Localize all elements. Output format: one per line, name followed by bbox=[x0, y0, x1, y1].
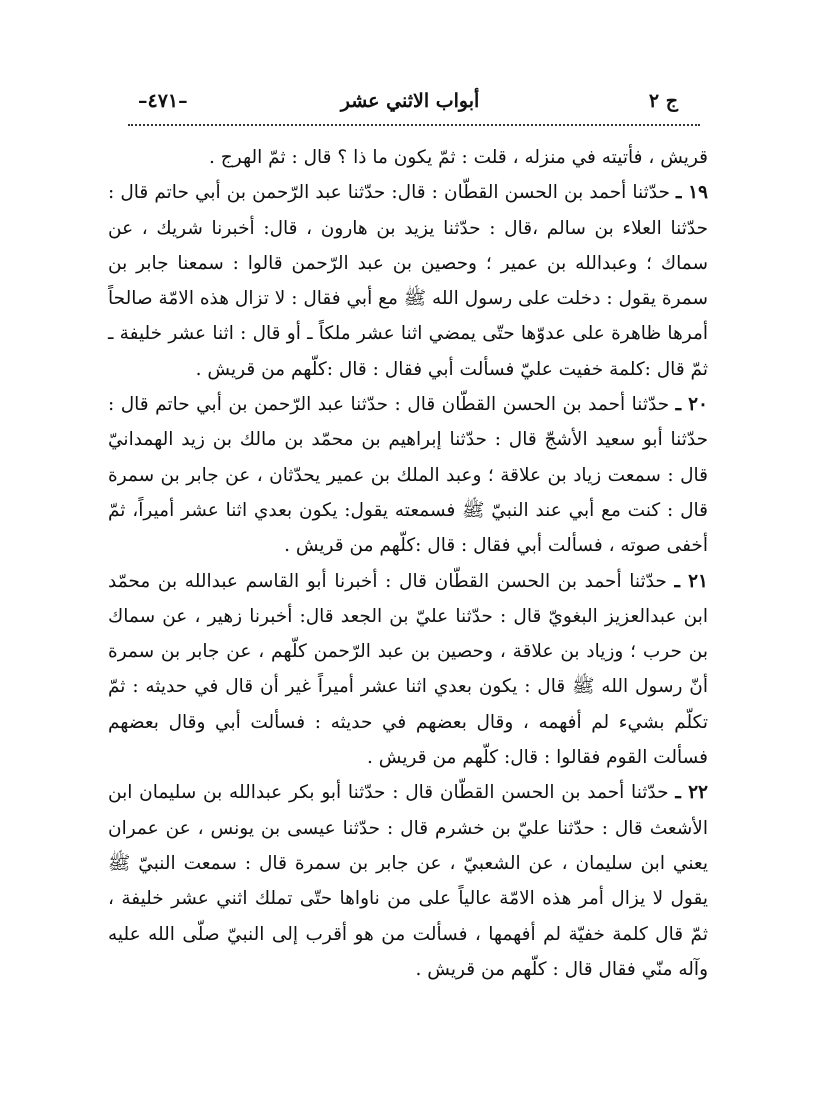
paragraph-text: حدّثنا أحمد بن الحسن القطّان : قال: حدّثنا عبد الرّحمن بن أبي حاتم قال : حدّثنا العلاء بن سالم ،قال : حدّثنا يزيد بن هارون ، قال: أخبرنا شريك ، عن سماك ؛ وعبدالله بن عمير ؛ وحصين بن عبد الرّحمن قالوا : سمعنا جابر بن سمرة يقول : دخلت على رسول الله ﷺ مع أبي فقال : لا تزال هذه الامّة صالحاً أمرها ظاهرة على عدوّها حتّى يمضي اثنا عشر ملكاً ـ أو قال : اثنا عشر خليفة ـ ثمّ قال :كلمة خفيت عليّ فسألت أبي فقال : قال :كلّهم من قريش . bbox=[108, 182, 708, 380]
page-header bbox=[120, 82, 700, 118]
paragraph-continuation bbox=[108, 140, 708, 175]
paragraph-hadith-22 bbox=[108, 775, 708, 987]
header-dotted-rule bbox=[128, 124, 700, 126]
paragraph-text: قريش ، فأتيته في منزله ، قلت : ثمّ يكون ما ذا ؟ قال : ثمّ الهرج . bbox=[209, 147, 708, 168]
paragraph-text: حدّثنا أحمد بن الحسن القطّان قال : حدّثنا عبد الرّحمن بن أبي حاتم قال : حدّثنا أبو سعيد الأشجّ قال : حدّثنا إبراهيم بن محمّد بن مالك بن زيد الهمدانيّ قال : سمعت زياد بن علاقة ؛ وعبد الملك بن عمير يحدّثان ، عن جابر بن سمرة قال : كنت مع أبي عند النبيّ ﷺ فسمعته يقول: يكون بعدي اثنا عشر أميراً، ثمّ أخفى صوته ، فسألت أبي فقال : قال :كلّهم من قريش . bbox=[108, 394, 708, 557]
volume-label: ج ٢ bbox=[648, 90, 678, 112]
paragraph-text: حدّثنا أحمد بن الحسن القطّان قال : أخبرنا أبو القاسم عبدالله بن محمّد ابن عبدالعزيز البغويّ قال : حدّثنا عليّ بن الجعد قال: أخبرنا زهير ، عن سماك بن حرب ؛ وزياد بن علاقة ، وحصين بن عبد الرّحمن كلّهم ، عن جابر بن سمرة أنّ رسول الله ﷺ قال : يكون بعدي اثنا عشر أميراً غير أن قال في حديثه : ثمّ تكلّم بشيء لم أفهمه ، وقال بعضهم في حديثه : فسألت أبي وقال بعضهم فسألت القوم فقالوا : قال: كلّهم من قريش . bbox=[108, 570, 709, 769]
chapter-title: أبواب الاثني عشر bbox=[340, 90, 480, 112]
hadith-number: ١٩ ـ bbox=[676, 182, 708, 204]
hadith-number: ٢٢ ـ bbox=[675, 782, 708, 804]
hadith-number: ٢١ ـ bbox=[674, 570, 708, 592]
paragraph-text: حدّثنا أحمد بن الحسن القطّان قال : حدّثنا أبو بكر عبدالله بن سليمان ابن الأشعث قال : حدّثنا عليّ بن خشرم قال : حدّثنا عيسى بن يونس ، عن عمران يعني ابن سليمان ، عن الشعبيّ ، عن جابر بن سمرة قال : سمعت النبيّ ﷺ يقول لا يزال أمر هذه الامّة عالياً على من ناواها حتّى تملك اثني عشر خليفة ، ثمّ قال كلمة خفيّة لم أفهمها ، فسألت من هو أقرب إلى النبيّ صلّى الله عليه وآله منّي فقال قال : كلّهم من قريش . bbox=[108, 782, 708, 980]
page-body bbox=[108, 140, 708, 987]
paragraph-hadith-21 bbox=[108, 564, 708, 776]
hadith-number: ٢٠ ـ bbox=[675, 394, 708, 416]
page-number: –٤٧١– bbox=[138, 90, 188, 112]
paragraph-hadith-19 bbox=[108, 175, 708, 387]
paragraph-hadith-20 bbox=[108, 387, 708, 563]
